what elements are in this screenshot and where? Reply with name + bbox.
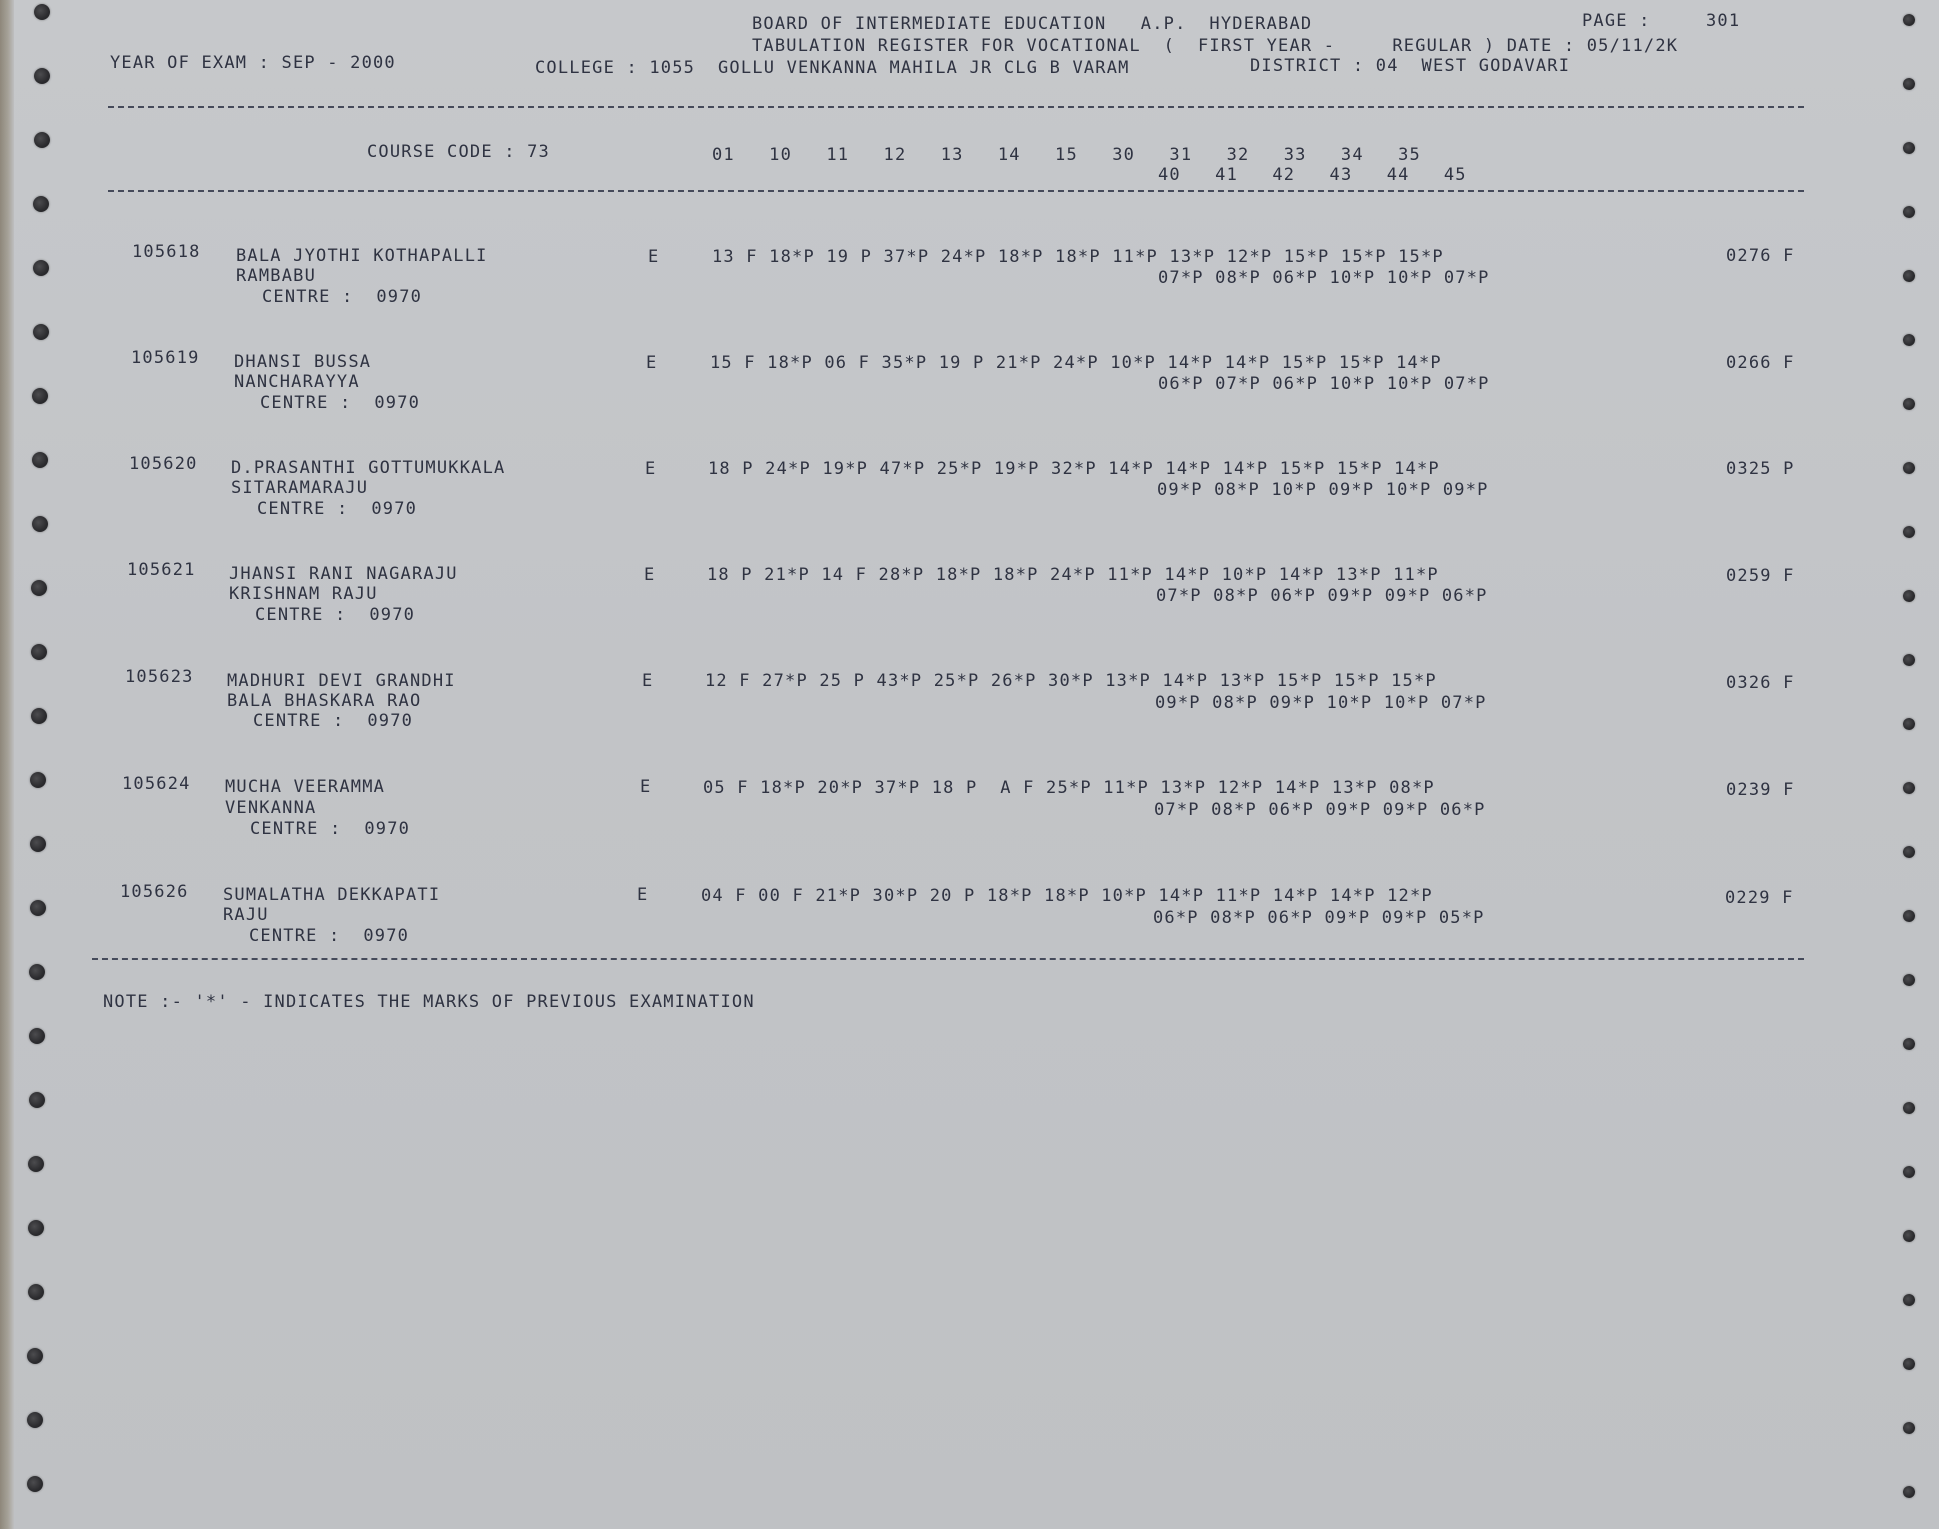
marks-line1: 12 F 27*P 25 P 43*P 25*P 26*P 30*P 13*P 14*P 13*P 15*P 15*P 15*P — [705, 671, 1437, 691]
marks-line2: 07*P 08*P 06*P 10*P 10*P 07*P — [1158, 268, 1490, 288]
centre-code: CENTRE : 0970 — [257, 499, 418, 519]
roll-number: 105620 — [129, 454, 198, 474]
subject-codes-row1: 01 10 11 12 13 14 15 30 31 32 33 34 35 — [712, 145, 1421, 165]
student-record — [0, 348, 1939, 453]
roll-number: 105619 — [131, 348, 200, 368]
roll-number: 105623 — [125, 667, 194, 687]
marks-line1: 04 F 00 F 21*P 30*P 20 P 18*P 18*P 10*P 14*P 11*P 14*P 14*P 12*P — [701, 886, 1433, 906]
separator-header — [108, 190, 1804, 192]
roll-number: 105618 — [132, 242, 201, 262]
parent-name: VENKANNA — [225, 798, 317, 818]
district-info: DISTRICT : 04 WEST GODAVARI — [1250, 56, 1571, 76]
student-record — [0, 882, 1939, 987]
centre-code: CENTRE : 0970 — [260, 393, 421, 413]
marks-line2: 06*P 08*P 06*P 09*P 09*P 05*P — [1153, 908, 1485, 928]
year-of-exam: YEAR OF EXAM : SEP - 2000 — [110, 53, 396, 73]
student-record — [0, 560, 1939, 665]
total-result: 0229 F — [1725, 888, 1794, 908]
total-result: 0239 F — [1726, 780, 1795, 800]
marks-line1: 18 P 24*P 19*P 47*P 25*P 19*P 32*P 14*P 14*P 14*P 15*P 15*P 14*P — [708, 459, 1440, 479]
student-name: DHANSI BUSSA — [234, 352, 372, 372]
centre-code: CENTRE : 0970 — [249, 926, 410, 946]
parent-name: NANCHARAYYA — [234, 372, 360, 392]
marks-line1: 05 F 18*P 20*P 37*P 18 P A F 25*P 11*P 13*P 12*P 14*P 13*P 08*P — [703, 778, 1435, 798]
student-name: SUMALATHA DEKKAPATI — [223, 885, 441, 905]
separator-top — [108, 106, 1804, 108]
student-record — [0, 242, 1939, 347]
page-number: 301 — [1706, 11, 1741, 31]
medium: E — [645, 459, 657, 479]
centre-code: CENTRE : 0970 — [262, 287, 423, 307]
medium: E — [648, 247, 660, 267]
subject-codes-row2: 40 41 42 43 44 45 — [1158, 165, 1467, 185]
course-code: COURSE CODE : 73 — [367, 142, 550, 162]
student-name: MUCHA VEERAMMA — [225, 777, 386, 797]
footnote: NOTE :- '*' - INDICATES THE MARKS OF PREVIOUS EXAMINATION — [103, 992, 755, 1012]
parent-name: KRISHNAM RAJU — [229, 584, 378, 604]
marks-line2: 09*P 08*P 09*P 10*P 10*P 07*P — [1155, 693, 1487, 713]
medium: E — [637, 885, 649, 905]
centre-code: CENTRE : 0970 — [253, 711, 414, 731]
marks-line2: 07*P 08*P 06*P 09*P 09*P 06*P — [1156, 586, 1488, 606]
roll-number: 105626 — [120, 882, 189, 902]
marks-line2: 06*P 07*P 06*P 10*P 10*P 07*P — [1158, 374, 1490, 394]
parent-name: BALA BHASKARA RAO — [227, 691, 422, 711]
medium: E — [642, 671, 654, 691]
student-name: BALA JYOTHI KOTHAPALLI — [236, 246, 488, 266]
parent-name: RAMBABU — [236, 266, 317, 286]
total-result: 0266 F — [1726, 353, 1795, 373]
marks-line2: 09*P 08*P 10*P 09*P 10*P 09*P — [1157, 480, 1489, 500]
student-record — [0, 667, 1939, 772]
centre-code: CENTRE : 0970 — [255, 605, 416, 625]
roll-number: 105621 — [127, 560, 196, 580]
total-result: 0326 F — [1726, 673, 1795, 693]
total-result: 0276 F — [1726, 246, 1795, 266]
medium: E — [640, 777, 652, 797]
register-title: TABULATION REGISTER FOR VOCATIONAL ( FIRST YEAR - REGULAR ) DATE : 05/11/2K — [752, 36, 1679, 56]
total-result: 0325 P — [1726, 459, 1795, 479]
roll-number: 105624 — [122, 774, 191, 794]
total-result: 0259 F — [1726, 566, 1795, 586]
marks-line1: 15 F 18*P 06 F 35*P 19 P 21*P 24*P 10*P 14*P 14*P 15*P 15*P 14*P — [710, 353, 1442, 373]
student-name: JHANSI RANI NAGARAJU — [229, 564, 458, 584]
student-name: MADHURI DEVI GRANDHI — [227, 671, 456, 691]
medium: E — [644, 565, 656, 585]
marks-line1: 13 F 18*P 19 P 37*P 24*P 18*P 18*P 11*P 13*P 12*P 15*P 15*P 15*P — [712, 247, 1444, 267]
marks-line1: 18 P 21*P 14 F 28*P 18*P 18*P 24*P 11*P 14*P 10*P 14*P 13*P 11*P — [707, 565, 1439, 585]
centre-code: CENTRE : 0970 — [250, 819, 411, 839]
parent-name: SITARAMARAJU — [231, 478, 369, 498]
board-title: BOARD OF INTERMEDIATE EDUCATION A.P. HYDERABAD — [752, 14, 1313, 34]
student-name: D.PRASANTHI GOTTUMUKKALA — [231, 458, 506, 478]
student-record — [0, 774, 1939, 879]
college-info: COLLEGE : 1055 GOLLU VENKANNA MAHILA JR CLG B VARAM — [535, 58, 1130, 78]
parent-name: RAJU — [223, 905, 269, 925]
marks-line2: 07*P 08*P 06*P 09*P 09*P 06*P — [1154, 800, 1486, 820]
page-label: PAGE : — [1582, 11, 1651, 31]
student-record — [0, 454, 1939, 559]
separator-bottom — [92, 958, 1804, 960]
medium: E — [646, 353, 658, 373]
